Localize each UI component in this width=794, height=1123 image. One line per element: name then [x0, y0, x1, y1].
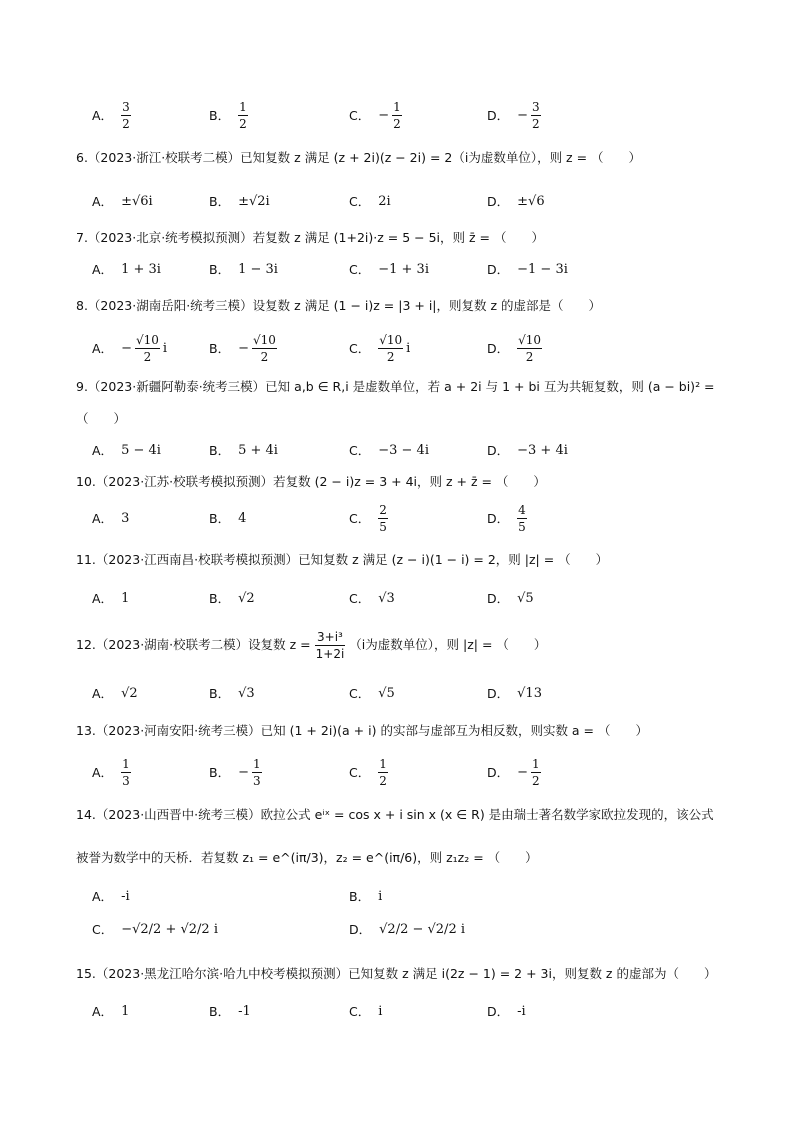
question-12-stem: 12.（2023·湖南·校联考二模）设复数 z = $\frac{\text{3+i³}}{1+2i}$ （i为虚数单位），则 |z| = （ ）: [76, 629, 547, 661]
question-14-options-row2: [92, 914, 732, 944]
option-b[interactable]: B． -1: [209, 1003, 251, 1019]
question-7-stem: 7.（2023·北京·统考模拟预测）若复数 z 满足 (1+2i)·z = 5 − 5i，则 z̄ = （ ）: [76, 230, 544, 245]
question-14-options-row1: [92, 881, 732, 911]
question-6-options: [92, 186, 732, 216]
question-13-options: [92, 757, 732, 787]
question-13-stem: 13.（2023·河南安阳·统考三模）已知 (1 + 2i)(a + i) 的实部与虚部互为相反数，则实数 a = （ ）: [76, 723, 648, 738]
option-b[interactable]: B． 5 + 4i: [209, 442, 278, 458]
fraction: $\frac{3}{2}$: [122, 99, 130, 131]
option-c[interactable]: C． $\frac{√10}{2}$ i: [349, 332, 411, 364]
option-b[interactable]: B． i: [349, 888, 383, 904]
question-11-stem: 11.（2023·江西南昌·校联考模拟预测）已知复数 z 满足 (z − i)(1 − i) = 2，则 |z| = （ ）: [76, 552, 609, 567]
question-7-options: [92, 254, 732, 284]
question-14-stem: 14.（2023·山西晋中·统考三模）欧拉公式 eⁱˣ = cos x + i sin x (x ∈ R) 是由瑞士著名数学家欧拉发现的，该公式: [76, 807, 714, 822]
fraction: $\frac{\text{3+i³}}{1+2i}$: [315, 629, 345, 661]
question-8-options: [92, 333, 732, 363]
option-a[interactable]: A． 1: [92, 590, 130, 606]
question-15-stem: 15.（2023·黑龙江哈尔滨·哈九中校考模拟预测）已知复数 z 满足 i(2z − 1) = 2 + 3i，则复数 z 的虚部为（ ）: [76, 966, 717, 981]
fraction: $\frac{1}{3}$: [122, 756, 130, 788]
option-c[interactable]: C． −√2/2 + √2/2 i: [92, 921, 218, 937]
option-b[interactable]: B． √2: [209, 590, 255, 606]
question-12-options: [92, 678, 732, 708]
question-9-stem: 9.（2023·新疆阿勒泰·统考三模）已知 a,b ∈ R,i 是虚数单位，若 a + 2i 与 1 + bi 互为共轭复数，则 (a − bi)² =: [76, 379, 715, 394]
question-10-options: [92, 503, 732, 533]
fraction: $\frac{√10}{2}$: [135, 332, 159, 364]
option-d[interactable]: D． -i: [487, 1003, 526, 1019]
option-a[interactable]: A． 3: [92, 510, 130, 526]
fraction: $\frac{1}{3}$: [252, 756, 261, 788]
option-d[interactable]: D． $\frac{4}{5}$: [487, 502, 526, 534]
prev-question-options: [92, 100, 732, 130]
question-9-options: [92, 435, 732, 465]
option-c[interactable]: C． √5: [349, 685, 395, 701]
option-d[interactable]: D． − $\frac{3}{2}$: [487, 99, 540, 131]
option-a[interactable]: A． ±√6i: [92, 193, 153, 209]
option-a[interactable]: A． √2: [92, 685, 138, 701]
fraction: $\frac{1}{2}$: [393, 99, 401, 131]
option-b[interactable]: B． − $\frac{1}{3}$: [209, 756, 261, 788]
option-a[interactable]: A． $\frac{3}{2}$: [92, 99, 130, 131]
option-c[interactable]: C． √3: [349, 590, 395, 606]
option-b[interactable]: B． $\frac{1}{2}$: [209, 99, 247, 131]
question-14-stem-cont: 被誉为数学中的天桥．若复数 z₁ = e^(iπ/3)，z₂ = e^(iπ/6)，则 z₁z₂ = （ ）: [76, 850, 538, 865]
fraction: $\frac{1}{2}$: [379, 756, 387, 788]
option-d[interactable]: D． ±√6: [487, 193, 545, 209]
option-c[interactable]: C． −3 − 4i: [349, 442, 429, 458]
question-15-options: [92, 996, 732, 1026]
fraction: $\frac{√10}{2}$: [252, 332, 276, 364]
question-9-stem-cont: （ ）: [76, 411, 127, 426]
option-b[interactable]: B． 1 − 3i: [209, 261, 278, 277]
fraction: $\frac{1}{2}$: [239, 99, 247, 131]
option-d[interactable]: D． −3 + 4i: [487, 442, 568, 458]
option-b[interactable]: B． − $\frac{√10}{2}$: [209, 332, 276, 364]
option-a[interactable]: A． 1: [92, 1003, 130, 1019]
option-c[interactable]: C． $\frac{1}{2}$: [349, 756, 387, 788]
question-11-options: [92, 583, 732, 613]
fraction: $\frac{1}{2}$: [532, 756, 540, 788]
option-a[interactable]: A． 1 + 3i: [92, 261, 161, 277]
option-b[interactable]: B． ±√2i: [209, 193, 270, 209]
option-b[interactable]: B． 4: [209, 510, 247, 526]
option-c[interactable]: C． −1 + 3i: [349, 261, 429, 277]
fraction: $\frac{3}{2}$: [532, 99, 540, 131]
option-a[interactable]: A． − $\frac{√10}{2}$ i: [92, 332, 168, 364]
option-a[interactable]: A． -i: [92, 888, 130, 904]
option-d[interactable]: D． $\frac{√10}{2}$: [487, 332, 542, 364]
option-b[interactable]: B． √3: [209, 685, 255, 701]
question-10-stem: 10.（2023·江苏·校联考模拟预测）若复数 (2 − i)z = 3 + 4i，则 z + z̄ = （ ）: [76, 474, 546, 489]
option-c[interactable]: C． − $\frac{1}{2}$: [349, 99, 401, 131]
question-6-stem: 6.（2023·浙江·校联考二模）已知复数 z 满足 (z + 2i)(z − 2i) = 2（i为虚数单位），则 z = （ ）: [76, 150, 642, 165]
option-d[interactable]: D． √5: [487, 590, 534, 606]
fraction: $\frac{√10}{2}$: [518, 332, 542, 364]
option-a[interactable]: A． 5 − 4i: [92, 442, 161, 458]
fraction: $\frac{4}{5}$: [518, 502, 526, 534]
option-c[interactable]: C． i: [349, 1003, 383, 1019]
option-c[interactable]: C． 2i: [349, 193, 391, 209]
question-8-stem: 8.（2023·湖南岳阳·统考三模）设复数 z 满足 (1 − i)z = |3 + i|，则复数 z 的虚部是（ ）: [76, 298, 602, 313]
option-d[interactable]: D． √2/2 − √2/2 i: [349, 921, 465, 937]
option-a[interactable]: A． $\frac{1}{3}$: [92, 756, 130, 788]
fraction: $\frac{√10}{2}$: [379, 332, 403, 364]
fraction: $\frac{2}{5}$: [379, 502, 387, 534]
option-d[interactable]: D． −1 − 3i: [487, 261, 568, 277]
option-d[interactable]: D． − $\frac{1}{2}$: [487, 756, 540, 788]
option-c[interactable]: C． $\frac{2}{5}$: [349, 502, 387, 534]
option-d[interactable]: D． √13: [487, 685, 542, 701]
